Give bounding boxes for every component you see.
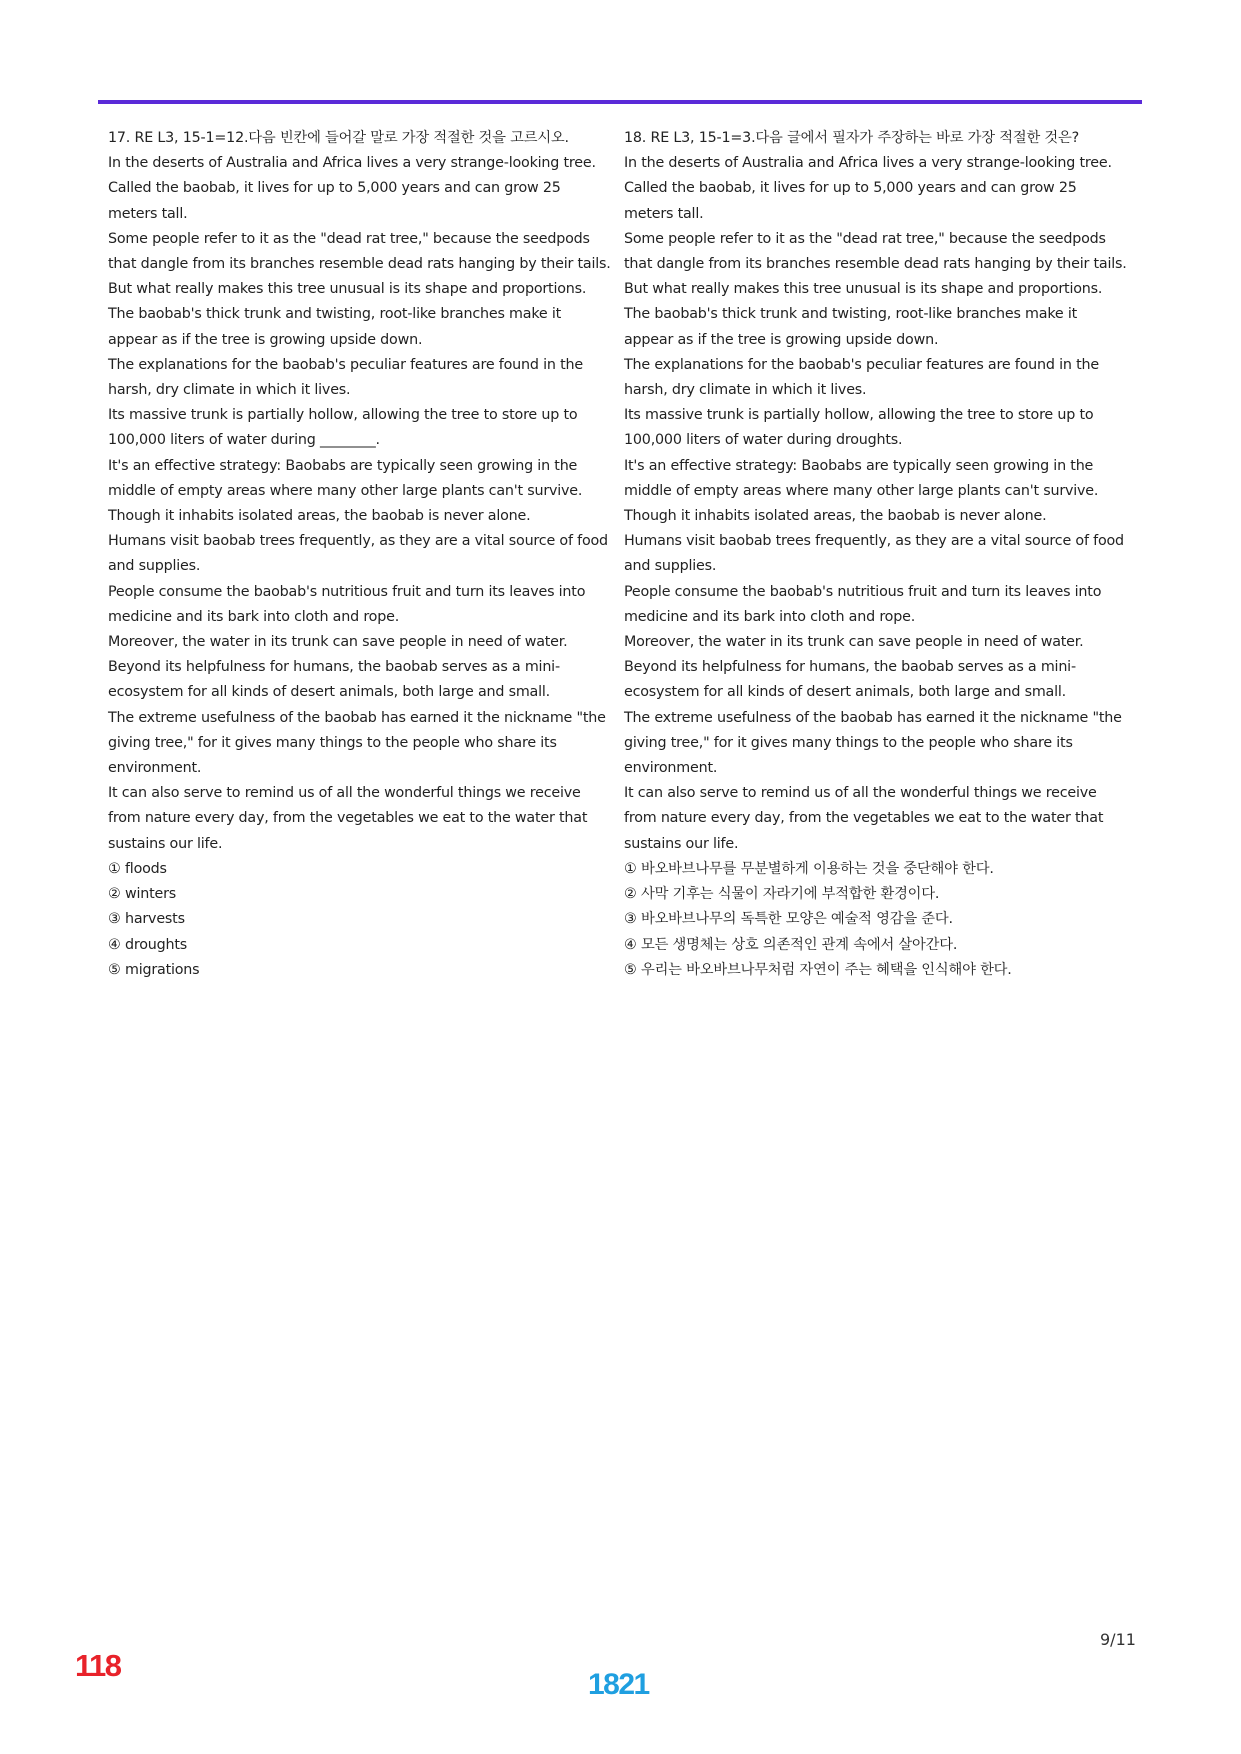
passage-line: Humans visit baobab trees frequently, as they are a vital source of food and supplies. xyxy=(624,533,1124,575)
question-17 xyxy=(108,126,613,983)
passage-line: Moreover, the water in its trunk can save people in need of water. xyxy=(624,634,1084,651)
passage-line: Though it inhabits isolated areas, the baobab is never alone. xyxy=(108,508,531,525)
passage-line: Beyond its helpfulness for humans, the baobab serves as a mini-ecosystem for all kinds of desert animals, both large and small. xyxy=(624,659,1076,701)
question-18-header: 18. RE L3, 15-1=3.다음 글에서 필자가 주장하는 바로 가장 적절한 것은? xyxy=(624,130,1080,146)
passage-line: The explanations for the baobab's peculiar features are found in the harsh, dry climate in which it lives. xyxy=(108,356,583,399)
choice-3[interactable]: ③ 바오바브나무의 독특한 모양은 예술적 영감을 준다. xyxy=(624,911,953,928)
choice-4[interactable]: ④ droughts xyxy=(108,936,187,953)
passage-line: Its massive trunk is partially hollow, allowing the tree to store up to 100,000 liters of water during droughts. xyxy=(624,407,1094,449)
brand-logo-left: 118 xyxy=(75,1648,121,1683)
passage-line: Though it inhabits isolated areas, the baobab is never alone. xyxy=(624,508,1047,525)
question-18 xyxy=(624,126,1129,983)
choice-4[interactable]: ④ 모든 생명체는 상호 의존적인 관계 속에서 살아간다. xyxy=(624,936,958,953)
passage-line: The baobab's thick trunk and twisting, root-like branches make it appear as if the tree is growing upside down. xyxy=(108,306,562,348)
passage-line: In the deserts of Australia and Africa lives a very strange-looking tree. xyxy=(108,155,596,172)
header-rule xyxy=(98,100,1142,104)
choice-5[interactable]: ⑤ 우리는 바오바브나무처럼 자연이 주는 혜택을 인식해야 한다. xyxy=(624,961,1012,978)
passage-line: Some people refer to it as the "dead rat tree," because the seedpods that dangle from its branches resemble dead rats hanging by their tails. xyxy=(624,230,1127,273)
passage-line: Some people refer to it as the "dead rat tree," because the seedpods that dangle from its branches resemble dead rats hanging by their tails. xyxy=(108,230,611,273)
passage-line: Moreover, the water in its trunk can save people in need of water. xyxy=(108,634,568,651)
passage-line: Its massive trunk is partially hollow, allowing the tree to store up to 100,000 liters of water during ________. xyxy=(108,407,578,449)
choice-2[interactable]: ② winters xyxy=(108,886,177,903)
choice-2[interactable]: ② 사막 기후는 식물이 자라기에 부적합한 환경이다. xyxy=(624,886,940,903)
passage-line: Called the baobab, it lives for up to 5,000 years and can grow 25 meters tall. xyxy=(108,180,561,222)
choice-5[interactable]: ⑤ migrations xyxy=(108,961,200,978)
question-17-passage xyxy=(108,151,613,857)
passage-line: It's an effective strategy: Baobabs are typically seen growing in the middle of empty areas where many other large plants can't survive. xyxy=(108,457,583,499)
question-17-header: 17. RE L3, 15-1=12.다음 빈칸에 들어갈 말로 가장 적절한 것을 고르시오. xyxy=(108,130,569,146)
question-17-choices xyxy=(108,857,613,983)
passage-line: Beyond its helpfulness for humans, the baobab serves as a mini-ecosystem for all kinds of desert animals, both large and small. xyxy=(108,659,560,701)
choice-1[interactable]: ① floods xyxy=(108,860,167,877)
passage-line: But what really makes this tree unusual is its shape and proportions. xyxy=(624,281,1103,298)
passage-line: People consume the baobab's nutritious fruit and turn its leaves into medicine and its bark into cloth and rope. xyxy=(108,583,586,625)
passage-line: But what really makes this tree unusual is its shape and proportions. xyxy=(108,281,587,298)
choice-1[interactable]: ① 바오바브나무를 무분별하게 이용하는 것을 중단해야 한다. xyxy=(624,860,994,877)
passage-line: It can also serve to remind us of all the wonderful things we receive from nature every day, from the vegetables we eat to the water that sustains our life. xyxy=(108,785,588,852)
passage-line: Humans visit baobab trees frequently, as they are a vital source of food and supplies. xyxy=(108,533,608,575)
passage-line: People consume the baobab's nutritious fruit and turn its leaves into medicine and its bark into cloth and rope. xyxy=(624,583,1102,625)
question-18-passage xyxy=(624,151,1129,857)
passage-line: It can also serve to remind us of all the wonderful things we receive from nature every day, from the vegetables we eat to the water that sustains our life. xyxy=(624,785,1104,852)
passage-line: Called the baobab, it lives for up to 5,000 years and can grow 25 meters tall. xyxy=(624,180,1077,222)
passage-line: The baobab's thick trunk and twisting, root-like branches make it appear as if the tree is growing upside down. xyxy=(624,306,1078,348)
choice-3[interactable]: ③ harvests xyxy=(108,911,185,928)
passage-line: The extreme usefulness of the baobab has earned it the nickname "the giving tree," for it gives many things to the people who share its environment. xyxy=(108,709,606,777)
passage-line: It's an effective strategy: Baobabs are typically seen growing in the middle of empty areas where many other large plants can't survive. xyxy=(624,457,1099,499)
passage-line: In the deserts of Australia and Africa lives a very strange-looking tree. xyxy=(624,155,1112,172)
brand-logo-center: 1821 xyxy=(588,1668,649,1701)
passage-line: The extreme usefulness of the baobab has earned it the nickname "the giving tree," for it gives many things to the people who share its environment. xyxy=(624,709,1122,777)
page-indicator: 9/11 xyxy=(1100,1630,1136,1649)
passage-line: The explanations for the baobab's peculiar features are found in the harsh, dry climate in which it lives. xyxy=(624,356,1099,399)
question-18-choices xyxy=(624,857,1129,983)
